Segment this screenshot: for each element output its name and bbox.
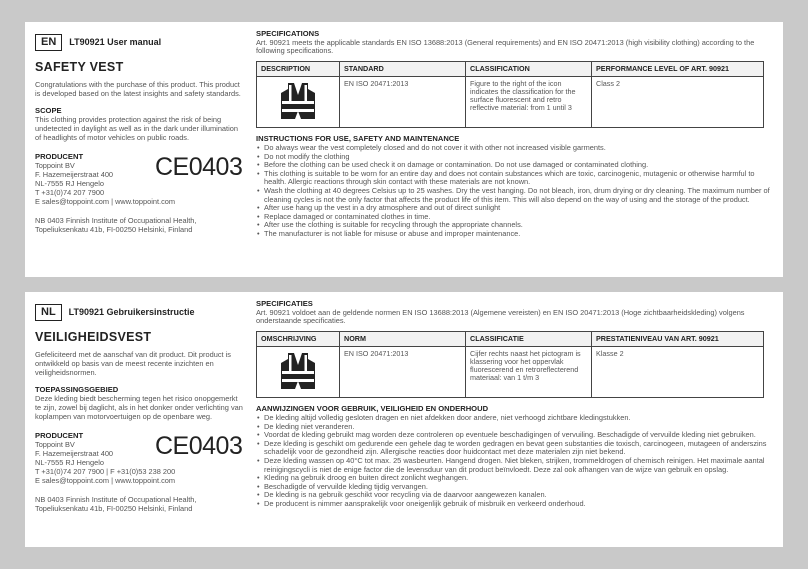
- performance-cell: Class 2: [592, 77, 764, 128]
- language-badge: EN: [35, 34, 62, 51]
- producent-line: T +31(0)74 207 7900 | F +31(0)53 238 200: [35, 467, 176, 476]
- list-item: • Kleding na gebruik droog en buiten direct zonlicht weghangen.: [264, 474, 774, 483]
- list-item: • The manufacturer is not liable for misuse or abuse and improper maintenance.: [264, 230, 774, 239]
- list-item: • Deze kleding is geschikt om gedurende een gehele dag te worden gedragen en bevat geen substanties die toxisch, carcinogeen, mutageen of anderszins schadelijk voor de gezondheid zijn. Allergische reacties door huidcontact met deze materialen zijn niet bekend.: [264, 440, 774, 457]
- producent-line: F. Hazemeijerstraat 400: [35, 170, 114, 179]
- producent-line: F. Hazemeijerstraat 400: [35, 449, 114, 458]
- instructions-list: [256, 144, 774, 239]
- safety-vest-icon: [275, 81, 321, 121]
- ce-mark: CE0403: [155, 153, 243, 181]
- language-header: [35, 304, 245, 321]
- producent-line: NL-7555 RJ Hengelo: [35, 458, 105, 467]
- specifications-heading: SPECIFICATIONS: [256, 29, 320, 38]
- instructions-heading: INSTRUCTIONS FOR USE, SAFETY AND MAINTENANCE: [256, 134, 460, 144]
- instructions-heading: AANWIJZINGEN VOOR GEBRUIK, VEILIGHEID EN ONDERHOUD: [256, 404, 489, 414]
- table-header: PERFORMANCE LEVEL OF ART. 90921: [592, 61, 764, 77]
- notified-body: NB 0403 Finnish Institute of Occupational Health, Topeliuksenkatu 41b, FI-00250 Helsinki, Finland: [35, 216, 197, 234]
- list-item: • Replace damaged or contaminated clothes in time.: [264, 213, 774, 222]
- notified-body: NB 0403 Finnish Institute of Occupational Health, Topeliuksenkatu 41b, FI-00250 Helsinki, Finland: [35, 495, 197, 513]
- performance-cell: Klasse 2: [592, 347, 764, 398]
- list-item: • After use hang up the vest in a dry atmosphere and out of direct sunlight: [264, 204, 774, 213]
- safety-vest-icon: [275, 351, 321, 391]
- producent-details: [35, 431, 176, 485]
- list-item: • Voordat de kleding gebruikt mag worden deze controleren op eventuele beschadigingen of vervuiling. Beschadigde of vervuilde kleding niet gebruiken.: [264, 431, 774, 440]
- list-item: • De producent is nimmer aansprakelijk voor oneigenlijk gebruik of misbruik en verkeerd onderhoud.: [264, 500, 774, 509]
- manual-title: LT90921 Gebruikersinstructie: [68, 307, 195, 317]
- table-header: DESCRIPTION: [257, 61, 340, 77]
- list-item: • Do always wear the vest completely closed and do not cover it with other not increased visible garments.: [264, 144, 774, 153]
- description-cell: [257, 347, 340, 398]
- description-cell: [257, 77, 340, 128]
- producent-line: NL-7555 RJ Hengelo: [35, 179, 105, 188]
- specifications-text: Art. 90921 meets the applicable standards EN ISO 13688:2013 (General requirements) and EN ISO 20471:2013 (high visibility clothing) according to the following specifications.: [256, 37, 755, 56]
- specifications-table: [256, 61, 764, 129]
- english-left-column: [35, 30, 245, 234]
- specifications-text: Art. 90921 voldoet aan de geldende normen EN ISO 13688:2013 (Algemene vereisten) en EN ISO 20471:2013 (Hoge zichtbaarheidskleding) volgens onderstaande specificaties.: [256, 307, 745, 326]
- specifications-table: [256, 331, 764, 399]
- table-row: [257, 347, 764, 398]
- dutch-manual-card: [25, 292, 783, 547]
- table-header: STANDARD: [340, 61, 466, 77]
- specifications-heading: SPECIFICATIES: [256, 299, 313, 308]
- producent-line: Toppoint BV: [35, 440, 75, 449]
- english-right-column: [256, 30, 774, 239]
- producent-heading: PRODUCENT: [35, 152, 84, 161]
- list-item: • This clothing is suitable to be worn for an entire day and does not contain substances which are toxic, carcinogenic, mutagenic or otherwise harmful to health. Allergic reactions through skin contact with these materials are not known.: [264, 170, 774, 187]
- table-header-row: [257, 61, 764, 77]
- scope-heading: TOEPASSINGSGEBIED: [35, 385, 119, 394]
- producent-heading: PRODUCENT: [35, 431, 84, 440]
- producent-block: [35, 152, 245, 206]
- list-item: • De kleding niet veranderen.: [264, 423, 774, 432]
- producent-line: Toppoint BV: [35, 161, 75, 170]
- standard-cell: EN ISO 20471:2013: [340, 77, 466, 128]
- list-item: • Beschadigde of vervuilde kleding tijdig vervangen.: [264, 483, 774, 492]
- page-title: VEILIGHEIDSVEST: [35, 330, 152, 344]
- producent-block: [35, 431, 245, 485]
- manual-title: LT90921 User manual: [69, 37, 162, 47]
- classification-cell: Cijfer rechts naast het pictogram is klassering voor het oppervlak fluorescerend en retroreflecterend materiaal: van 1 t/m 3: [466, 347, 592, 398]
- table-header: PRESTATIENIVEAU VAN ART. 90921: [592, 331, 764, 347]
- table-header: CLASSIFICATIE: [466, 331, 592, 347]
- dutch-right-column: [256, 300, 774, 509]
- dutch-left-column: [35, 300, 245, 513]
- table-header: OMSCHRIJVING: [257, 331, 340, 347]
- instructions-list: [256, 414, 774, 509]
- list-item: • Before the clothing can be used check it on damage or contamination. Do not use damaged or contaminated clothing.: [264, 161, 774, 170]
- scope-heading: SCOPE: [35, 106, 62, 115]
- classification-cell: Figure to the right of the icon indicates the classification for the surface fluorescent and retro reflective material: from 1 until 3: [466, 77, 592, 128]
- producent-line: T +31(0)74 207 7900: [35, 188, 105, 197]
- intro-text: Gefeliciteerd met de aanschaf van dit product. Dit product is ontwikkeld op basis van de meest recente inzichten en veiligheidsnormen.: [35, 350, 231, 377]
- standard-cell: EN ISO 20471:2013: [340, 347, 466, 398]
- table-row: [257, 77, 764, 128]
- table-header-row: [257, 331, 764, 347]
- list-item: • Do not modify the clothing: [264, 153, 774, 162]
- list-item: • After use the clothing is suitable for recycling through the appropriate channels.: [264, 221, 774, 230]
- language-header: [35, 34, 245, 51]
- list-item: • Wash the clothing at 40 degrees Celsius up to 25 washes. Dry the vest hanging. Do not bleach, iron, drum drying or dry cleaning. The maximum number of cleaning cycles is not the only factor that affects the product life of this item. This will also depend on the way of using and the storage of the product.: [264, 187, 774, 204]
- scope-text: This clothing provides protection against the risk of being undetected in daylight as well as in the dark under illumination of headlights of motor vehicles on public roads.: [35, 115, 238, 142]
- list-item: • De kleding is na gebruik geschikt voor recycling via de daarvoor aangewezen kanalen.: [264, 491, 774, 500]
- language-badge: NL: [35, 304, 62, 321]
- table-header: CLASSIFICATION: [466, 61, 592, 77]
- scope-text: Deze kleding biedt bescherming tegen het risico onopgemerkt te zijn, zowel bij daglicht, als in het donker onder verlichting van koplampen van motorvoertuigen op de openbare weg.: [35, 394, 243, 421]
- list-item: • De kleding altijd volledig gesloten dragen en niet afdekken door andere, niet verhoogd zichtbare kledingstukken.: [264, 414, 774, 423]
- ce-mark: CE0403: [155, 432, 243, 460]
- page-title: SAFETY VEST: [35, 60, 124, 74]
- producent-details: [35, 152, 176, 206]
- table-header: NORM: [340, 331, 466, 347]
- intro-text: Congratulations with the purchase of this product. This product is developed based on the latest insights and safety standards.: [35, 80, 241, 98]
- producent-line: E sales@toppoint.com | www.toppoint.com: [35, 197, 176, 206]
- producent-line: E sales@toppoint.com | www.toppoint.com: [35, 476, 176, 485]
- english-manual-card: [25, 22, 783, 277]
- list-item: • Deze kleding wassen op 40°C tot max. 25 wasbeurten. Hangend drogen. Niet bleken, strijken, trommeldrogen of chemisch reinigen. Het maximale aantal reinigingscycli is niet de enige factor die de levensduur van dit product beïnvloedt. Deze zal ook afhangen van de wijze van gebruik en opslag.: [264, 457, 774, 474]
